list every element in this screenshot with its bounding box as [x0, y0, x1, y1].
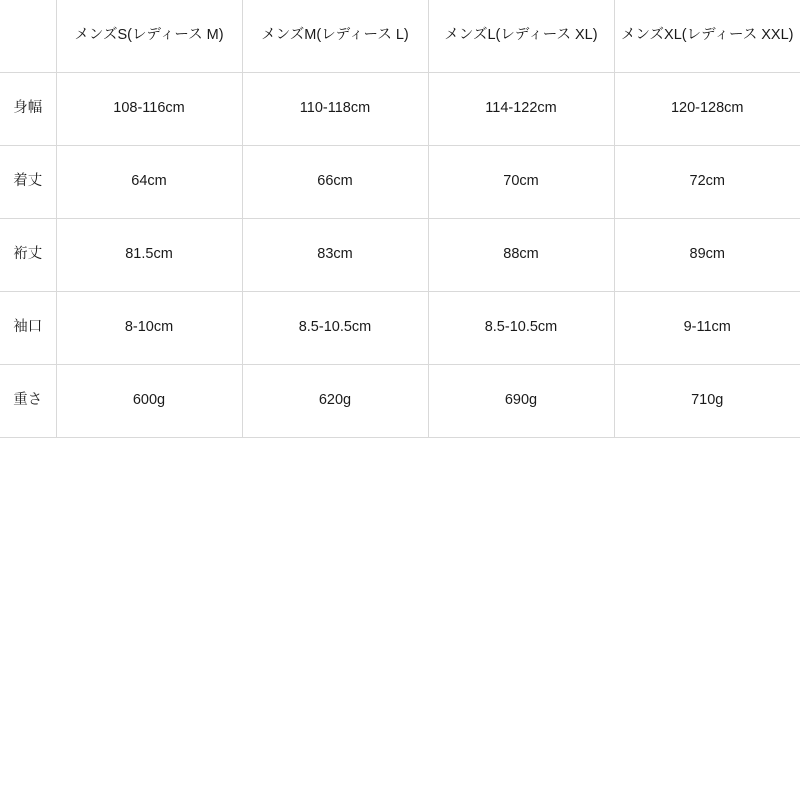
table-body: [0, 73, 800, 438]
cell-weight-xl: 710g: [614, 365, 800, 438]
cell-body-width-xl: 120-128cm: [614, 73, 800, 146]
table-row: [0, 146, 800, 219]
cell-body-width-s: 108-116cm: [56, 73, 242, 146]
row-header-cuff: 袖口: [0, 292, 56, 365]
cell-sleeve-length-m: 83cm: [242, 219, 428, 292]
table-header: [0, 0, 800, 73]
column-header-mens-s: メンズS(レディース M): [56, 0, 242, 73]
cell-body-length-s: 64cm: [56, 146, 242, 219]
column-header-mens-l: メンズL(レディース XL): [428, 0, 614, 73]
table-row: [0, 219, 800, 292]
cell-body-length-l: 70cm: [428, 146, 614, 219]
row-header-weight: 重さ: [0, 365, 56, 438]
cell-body-width-m: 110-118cm: [242, 73, 428, 146]
cell-body-length-m: 66cm: [242, 146, 428, 219]
cell-body-width-l: 114-122cm: [428, 73, 614, 146]
table-header-row: [0, 0, 800, 73]
table-row: [0, 292, 800, 365]
table-corner-cell: [0, 0, 56, 73]
row-header-sleeve-length: 裄丈: [0, 219, 56, 292]
cell-body-length-xl: 72cm: [614, 146, 800, 219]
cell-weight-m: 620g: [242, 365, 428, 438]
column-header-mens-xl: メンズXL(レディース XXL): [614, 0, 800, 73]
cell-sleeve-length-l: 88cm: [428, 219, 614, 292]
table-row: [0, 365, 800, 438]
cell-cuff-m: 8.5-10.5cm: [242, 292, 428, 365]
table-row: [0, 73, 800, 146]
cell-cuff-xl: 9-11cm: [614, 292, 800, 365]
cell-sleeve-length-s: 81.5cm: [56, 219, 242, 292]
cell-weight-l: 690g: [428, 365, 614, 438]
cell-cuff-l: 8.5-10.5cm: [428, 292, 614, 365]
cell-cuff-s: 8-10cm: [56, 292, 242, 365]
cell-weight-s: 600g: [56, 365, 242, 438]
cell-sleeve-length-xl: 89cm: [614, 219, 800, 292]
row-header-body-length: 着丈: [0, 146, 56, 219]
row-header-body-width: 身幅: [0, 73, 56, 146]
column-header-mens-m: メンズM(レディース L): [242, 0, 428, 73]
